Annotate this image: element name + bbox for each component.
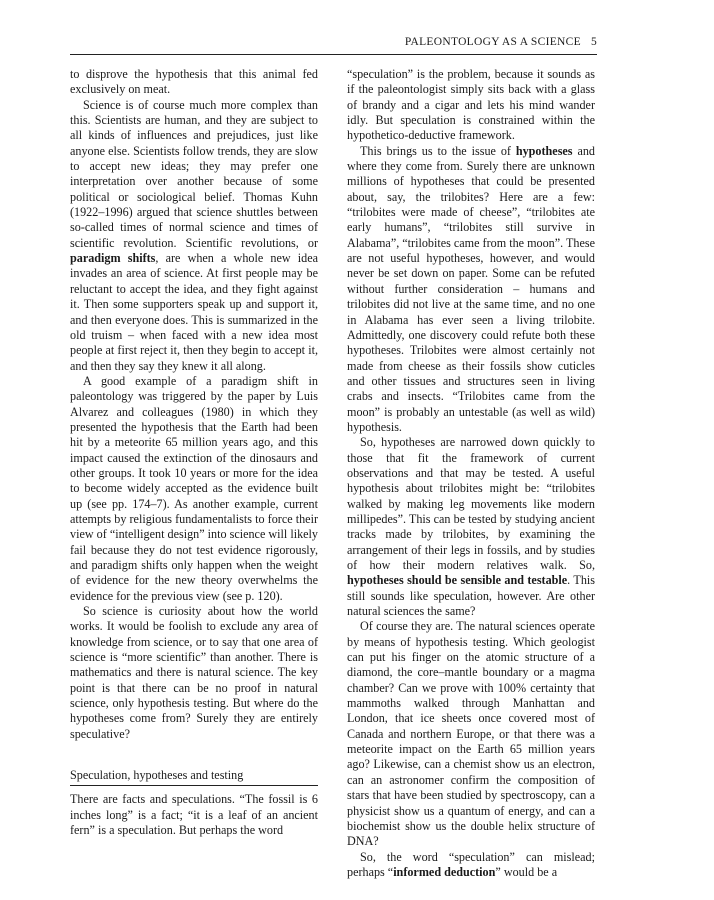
text-run: and where they come from. Surely there are unknown millions of hypotheses that could be presented about, say, the trilobites? Here are a few: “trilobites were made of cheese”, “trilobites ate early humans”, “trilobites still survive in Alabama”, “trilobites came from the moon”. These are not useful hypotheses, however, and would never be set down on paper. Some can be refuted without further consideration – humans and trilobites did not live at the same time, and no one in Alabama has ever seen a living trilobite. Admittedly, one discovery could refute both these hypotheses. Trilobites were almost certainly not made from cheese as their fossils show cuticles and other tissues and structures seen in living crabs and insects. “Trilobites came from the moon” is probably an untestable (as well as wild) hypothesis. xyxy=(347,143,595,434)
text-run: This brings us to the issue of xyxy=(360,143,516,158)
text-run: So, the word “speculation” can mislead; perhaps “ xyxy=(347,849,595,879)
paragraph: to disprove the hypothesis that this animal fed exclusively on meat. xyxy=(70,67,318,97)
text-run: Science is of course much more complex than this. Scientists are human, and they are subject to all kinds of influences and prejudices, just like anyone else. Scientists follow trends, they are slow to accept new ideas; they may prefer one interpretation over another because of some political or sociological belief. Thomas Kuhn (1922–1996) argued that science shuttles between so-called times of normal science and times of scientific revolution. Scientific revolutions, or xyxy=(70,97,318,250)
bold-term: hypotheses xyxy=(515,143,573,158)
bold-term: paradigm shifts xyxy=(70,251,156,266)
text-run: . This still sounds like speculation, however. Are other natural sciences the same? xyxy=(347,573,595,619)
running-header xyxy=(70,36,597,55)
paragraph: There are facts and speculations. “The fossil is 6 inches long” is a fact; “it is a leaf of an ancient fern” is a speculation. But perhaps the word xyxy=(70,792,318,838)
left-column xyxy=(70,67,318,839)
paragraph: So science is curiosity about how the world works. It would be foolish to exclude any area of knowledge from science, or to say that one area of science is “more scientific” than another. There is mathematics and there is natural science. The key point is that there can be no proof in natural science, only hypothesis testing. But where do the hypotheses come from? Surely they are entirely speculative? xyxy=(70,604,318,741)
paragraph xyxy=(70,98,318,374)
text-run: ” would be a xyxy=(495,864,558,879)
paragraph xyxy=(347,435,595,619)
page-number: 5 xyxy=(590,36,597,48)
paragraph: A good example of a paradigm shift in paleontology was triggered by the paper by Luis Alvarez and colleagues (1980) in which they presented the hypothesis that the Earth had been hit by a meteorite 65 million years ago, and this impact caused the extinction of the dinosaurs and other groups. It took 10 years or more for the idea to become widely accepted as the evidence built up (see pp. 174–7). As another example, current attempts by religious fundamentalists to force their view of “intelligent design” into science will likely fail because they do not test evidence rigorously, and paradigm shifts only happen when the weight of evidence for the new theory overwhelms the evidence for the previous view (see p. 120). xyxy=(70,373,318,603)
text-run: So, hypotheses are narrowed down quickly to those that fit the framework of current observations and that may be tested. A useful hypothesis about trilobites might be: “trilobites walked by making leg movements like modern millipedes”. This can be tested by studying ancient tracks made by trilobites, by examining the arrangement of their legs in fossils, and by studies of how their modern relatives walk. So, xyxy=(347,435,595,572)
paragraph xyxy=(347,144,595,436)
text-run: , are when a whole new idea invades an area of science. At first people may be reluctant to accept the idea, and they fight against it. Then some supporters speak up and support it, and then everyone does. This is summarized in the old truism – when faced with a new idea most people at first reject it, then they begin to accept it, and then they say they knew it all along. xyxy=(70,251,318,373)
paragraph: Of course they are. The natural sciences operate by means of hypothesis testing. Which geologist can put his finger on the atomic structure of a diamond, the core–mantle boundary or a magma chamber? Can we prove with 100% certainty that mammoths walked through Manhattan and London, that ice sheets once covered most of Canada and northern Europe, or that there was a meteorite impact on the Earth 65 million years ago? Likewise, can a chemist show us an electron, can an astronomer confirm the composition of stars that have been studied by spectroscopy, can a physicist show us a quantum of energy, and can a biochemist show us the double helix structure of DNA? xyxy=(347,619,595,849)
paragraph: “speculation” is the problem, because it sounds as if the paleontologist simply sits back with a glass of brandy and a cigar and lets his mind wander idly. But speculation is constrained within the hypothetico-deductive framework. xyxy=(347,67,595,143)
right-column xyxy=(347,67,595,880)
bold-term: hypotheses should be sensible and testable xyxy=(347,573,568,588)
running-title: PALEONTOLOGY AS A SCIENCE xyxy=(404,36,581,48)
bold-term: informed deduction xyxy=(393,864,496,879)
section-heading: Speculation, hypotheses and testing xyxy=(70,768,318,786)
paragraph xyxy=(347,850,595,881)
